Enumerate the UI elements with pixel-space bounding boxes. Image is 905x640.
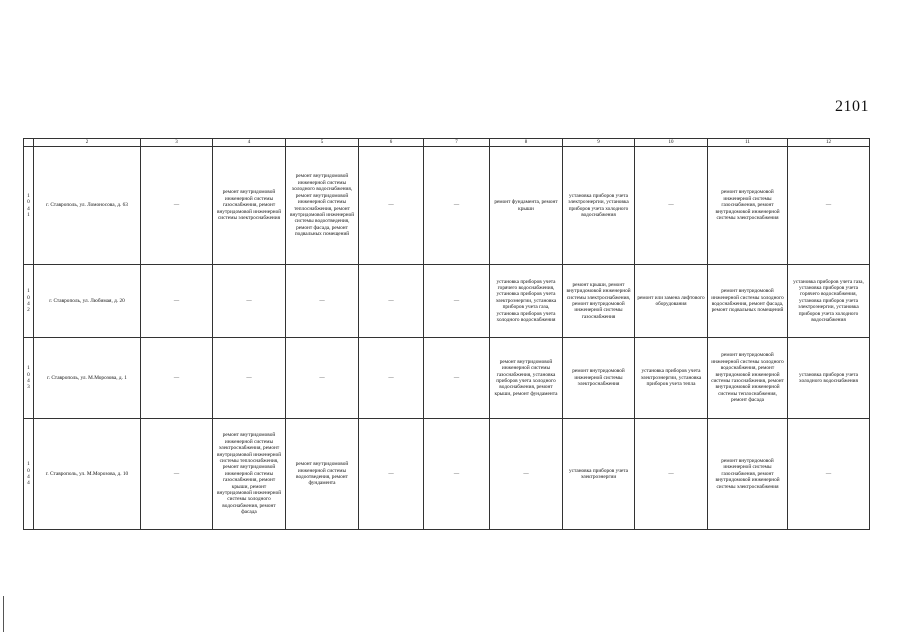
table-cell: — — [635, 147, 708, 265]
row-number: 1044 — [24, 419, 34, 530]
row-number: 1043 — [24, 338, 34, 419]
page-number: 2101 — [835, 98, 869, 115]
table-cell: — — [359, 265, 424, 338]
table-cell: ремонт внутридомовой инженерной системы водоотведения, ремонт фундамента — [286, 419, 359, 530]
table-cell: — — [359, 419, 424, 530]
address-cell: г. Ставрополь, ул. М.Морозова, д. 10 — [34, 419, 141, 530]
table-cell: — — [141, 338, 213, 419]
table-cell: ремонт внутридомовой инженерной системы холодного водоснабжения, ремонт внутридомовой инженерной системы газоснабжения, ремонт внутридомовой инженерной системы теплоснабжения, ремонт фасада — [708, 338, 788, 419]
header-row — [24, 139, 870, 147]
table-cell: — — [213, 265, 286, 338]
table-cell: ремонт внутридомовой инженерной системы холодного водоснабжения, ремонт внутридомовой инженерной системы теплоснабжения, ремонт внутридомовой инженерной системы водоотведения, ремонт фасада, ремонт подвальных помещений — [286, 147, 359, 265]
header-cell: 12 — [788, 139, 870, 147]
table-cell: — — [141, 147, 213, 265]
table-cell: — — [788, 419, 870, 530]
table-cell: ремонт внутридомовой инженерной системы электроснабжения — [563, 338, 635, 419]
header-cell: 9 — [563, 139, 635, 147]
table-cell: установка приборов учета электроэнергии, установка приборов учета холодного водоснабжения — [563, 147, 635, 265]
table-cell: ремонт внутридомовой инженерной системы газоснабжения, установка приборов учета холодного водоснабжения, ремонт крыши, ремонт фундамента — [490, 338, 563, 419]
header-cell: 5 — [286, 139, 359, 147]
address-cell: г. Ставрополь, ул. М.Морозова, д. 1 — [34, 338, 141, 419]
table-cell: — — [359, 147, 424, 265]
table-cell: — — [424, 147, 490, 265]
table-cell: ремонт внутридомовой инженерной системы холодного водоснабжения, ремонт фасада, ремонт подвальных помещений — [708, 265, 788, 338]
header-cell: 2 — [34, 139, 141, 147]
table-cell: — — [141, 419, 213, 530]
address-cell: г. Ставрополь, ул. Ломоносова, д. 63 — [34, 147, 141, 265]
table-cell: — — [286, 265, 359, 338]
table-cell: ремонт внутридомовой инженерной системы газоснабжения, ремонт внутридомовой инженерной системы электроснабжения — [708, 419, 788, 530]
header-cell: 11 — [708, 139, 788, 147]
header-cell: 7 — [424, 139, 490, 147]
table-cell: установка приборов учета электроэнергии, установка приборов учета тепла — [635, 338, 708, 419]
repair-schedule-table — [23, 138, 870, 530]
header-cell-blank — [24, 139, 34, 147]
table-row — [24, 338, 870, 419]
table-cell: установка приборов учета электроэнергии — [563, 419, 635, 530]
header-cell: 8 — [490, 139, 563, 147]
row-number: 1041 — [24, 147, 34, 265]
table-cell: — — [286, 338, 359, 419]
table-cell: — — [359, 338, 424, 419]
header-cell: 3 — [141, 139, 213, 147]
table-cell: — — [424, 338, 490, 419]
table-row — [24, 419, 870, 530]
table-cell: — — [788, 147, 870, 265]
table-cell: ремонт или замена лифтового оборудования — [635, 265, 708, 338]
table-row — [24, 265, 870, 338]
table-cell: установка приборов учета газа, установка приборов учета горячего водоснабжения, установка приборов учета электроэнергии, установка приборов учета холодного водоснабжения — [788, 265, 870, 338]
table-cell: — — [635, 419, 708, 530]
table-cell: — — [213, 338, 286, 419]
scan-edge-mark — [3, 596, 4, 632]
table-cell: ремонт крыши, ремонт внутридомовой инженерной системы электроснабжения, ремонт внутридомовой инженерной системы газоснабжения — [563, 265, 635, 338]
header-cell: 4 — [213, 139, 286, 147]
table-cell: ремонт внутридомовой инженерной системы электроснабжения, ремонт внутридомовой инженерной системы теплоснабжения, ремонт внутридомовой инженерной системы газоснабжения, ремонт крыши, ремонт внутридомовой инженерной системы холодного водоснабжения, ремонт фасада — [213, 419, 286, 530]
table-cell: ремонт внутридомовой инженерной системы газоснабжения, ремонт внутридомовой инженерной системы электроснабжения — [213, 147, 286, 265]
table-cell: — — [141, 265, 213, 338]
table-cell: — — [424, 265, 490, 338]
row-number: 1042 — [24, 265, 34, 338]
table-cell: ремонт внутридомовой инженерной системы газоснабжения, ремонт внутридомовой инженерной системы электроснабжения — [708, 147, 788, 265]
address-cell: г. Ставрополь, ул. Любимая, д. 20 — [34, 265, 141, 338]
table-cell: ремонт фундамента, ремонт крыши — [490, 147, 563, 265]
header-cell: 10 — [635, 139, 708, 147]
table-cell: — — [424, 419, 490, 530]
table-row — [24, 147, 870, 265]
table-cell: — — [490, 419, 563, 530]
header-cell: 6 — [359, 139, 424, 147]
table-cell: установка приборов учета горячего водоснабжения, установка приборов учета электроэнергии, установка приборов учета газа, установка приборов учета холодного водоснабжения — [490, 265, 563, 338]
table-cell: установка приборов учета холодного водоснабжения — [788, 338, 870, 419]
